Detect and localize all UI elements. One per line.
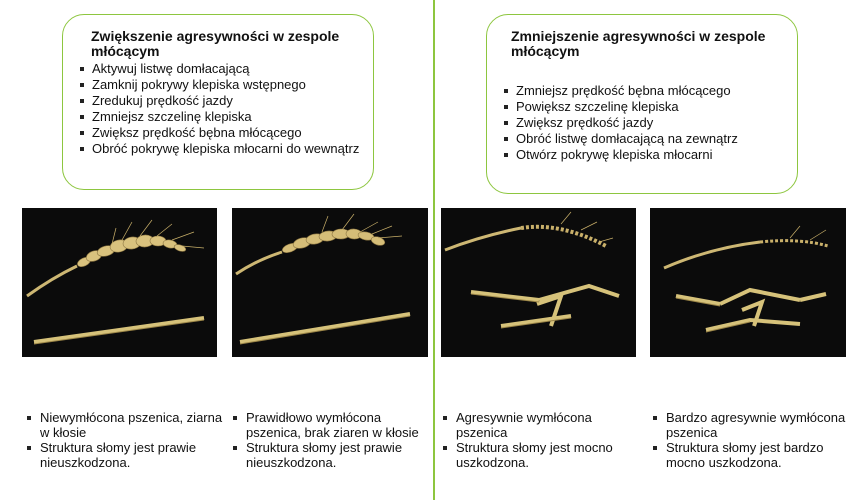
list-item: Struktura słomy jest prawie nieuszkodzona.	[24, 440, 224, 470]
list-item: Zmniejsz szczelinę klepiska	[77, 109, 361, 125]
decrease-box-title: Zmniejszenie agresywności w zespole młócącym	[511, 28, 766, 59]
decrease-list	[501, 83, 785, 163]
list-item: Obróć listwę domłacającą na zewnątrz	[501, 131, 785, 147]
photo-aggressively-threshed-wheat	[441, 208, 636, 357]
list-item: Struktura słomy jest mocno uszkodzona.	[440, 440, 640, 470]
list-item: Agresywnie wymłócona pszenica	[440, 410, 640, 440]
list-item: Zwiększ prędkość bębna młócącego	[77, 125, 361, 141]
caption-properly-threshed	[230, 410, 430, 470]
list-item: Powiększ szczelinę klepiska	[501, 99, 785, 115]
center-divider	[433, 0, 435, 500]
decrease-aggressiveness-box	[486, 14, 798, 194]
list-item: Zredukuj prędkość jazdy	[77, 93, 361, 109]
list-item: Zwiększ prędkość jazdy	[501, 115, 785, 131]
list-item: Zamknij pokrywy klepiska wstępnego	[77, 77, 361, 93]
list-item: Prawidłowo wymłócona pszenica, brak ziaren w kłosie	[230, 410, 430, 440]
photo-properly-threshed-wheat	[232, 208, 428, 357]
list-item: Niewymłócona pszenica, ziarna w kłosie	[24, 410, 224, 440]
list-item: Obróć pokrywę klepiska młocarni do wewnątrz	[77, 141, 361, 157]
list-item: Struktura słomy jest bardzo mocno uszkodzona.	[650, 440, 850, 470]
increase-box-title: Zwiększenie agresywności w zespole młócącym	[91, 28, 340, 59]
list-item: Otwórz pokrywę klepiska młocarni	[501, 147, 785, 163]
list-item: Aktywuj listwę domłacającą	[77, 61, 361, 77]
list-item: Bardzo agresywnie wymłócona pszenica	[650, 410, 850, 440]
caption-very-aggressively-threshed	[650, 410, 850, 470]
caption-unthreshed	[24, 410, 224, 470]
photo-unthreshed-wheat	[22, 208, 217, 357]
list-item: Struktura słomy jest prawie nieuszkodzona.	[230, 440, 430, 470]
list-item: Zmniejsz prędkość bębna młócącego	[501, 83, 785, 99]
increase-aggressiveness-box	[62, 14, 374, 190]
caption-aggressively-threshed	[440, 410, 640, 470]
increase-list	[77, 61, 361, 157]
photo-very-aggressively-threshed-wheat	[650, 208, 846, 357]
